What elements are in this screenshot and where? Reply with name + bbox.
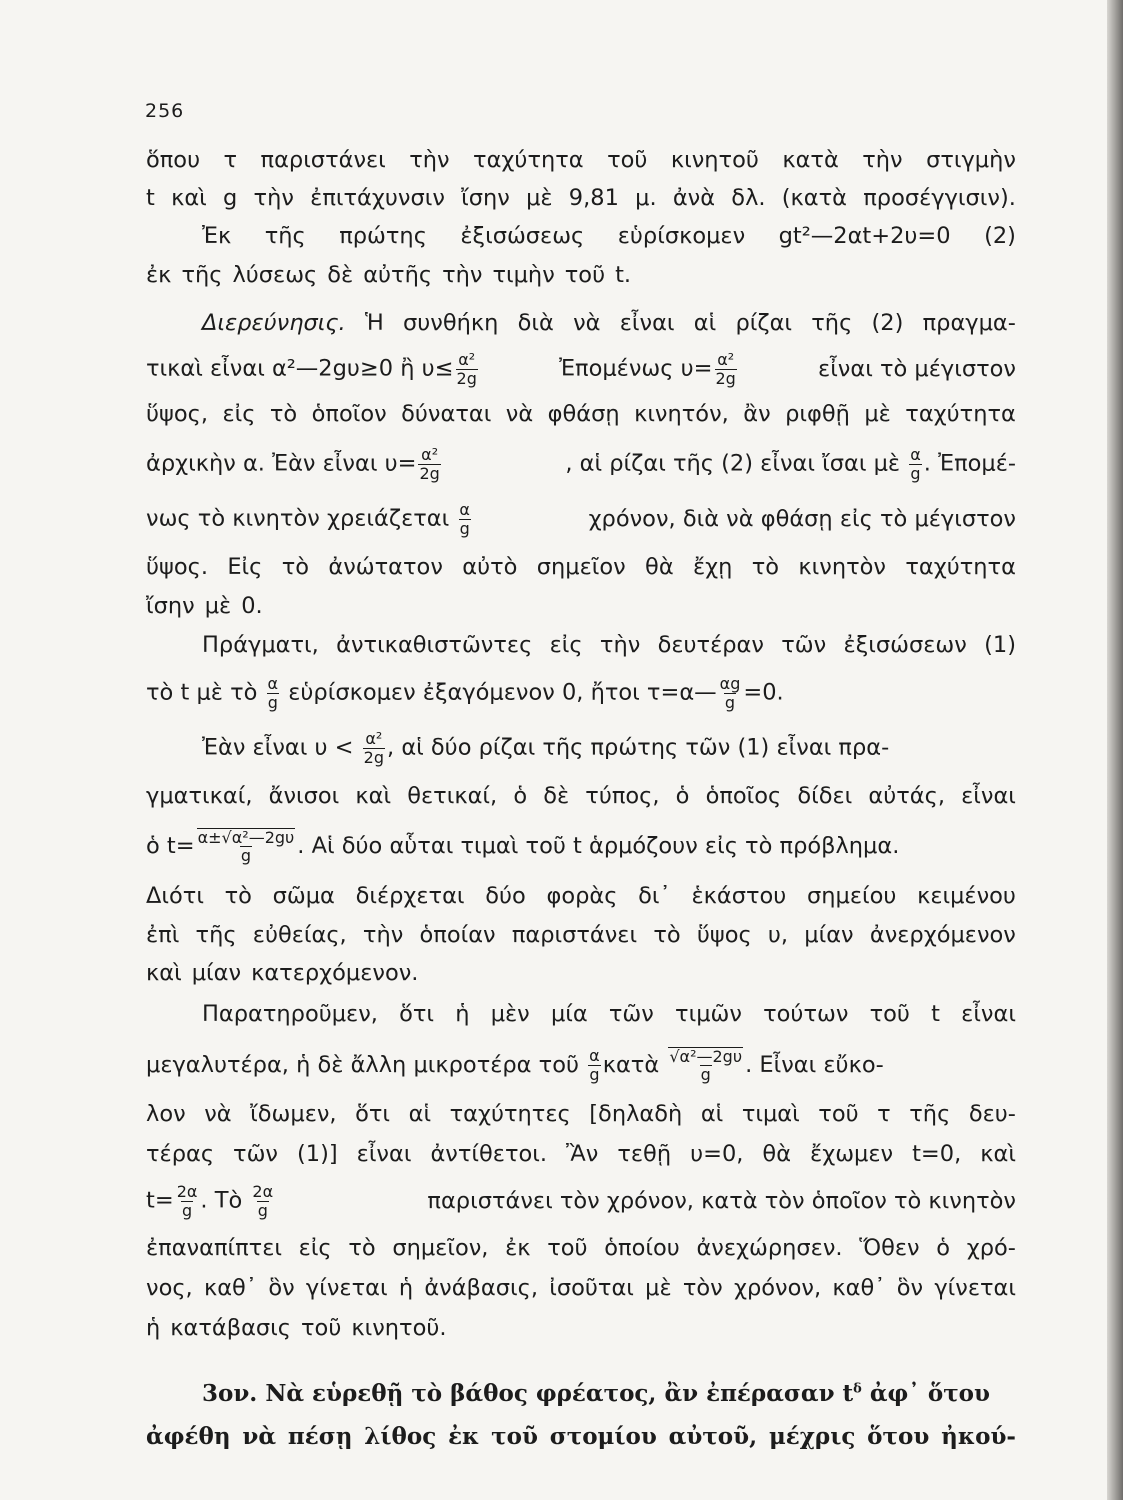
word: τὸν <box>682 1275 723 1301</box>
word: δευ- <box>968 1101 1016 1127</box>
fraction: $\frac{\alpha}{g}$ <box>910 445 921 483</box>
word: αὐτοῦ, <box>668 1422 758 1450</box>
word: νὰ <box>204 1101 232 1127</box>
word: πρώτης <box>339 223 427 249</box>
word: καὶ <box>171 185 207 211</box>
text-segment: νως τὸ κινητὸν χρειάζεται $\frac{\alpha}{g}$ <box>146 500 470 538</box>
word: (2) <box>871 310 904 336</box>
word: μὲ <box>526 185 553 211</box>
word: εἰς <box>298 1235 332 1261</box>
word: Ἂν <box>566 1141 599 1167</box>
word: στιγμὴν <box>926 147 1016 173</box>
word: μέχρις <box>768 1422 856 1450</box>
word: ἐξισώσεως <box>460 223 585 249</box>
fraction: $\frac{2\alpha}{g}$ <box>176 1182 198 1220</box>
text-segment: τικαὶ εἶναι α²—2gυ≥0 ἢ υ≤ $\frac{\text{α²}}{2g}$ <box>146 350 477 388</box>
word: ἀντικαθιστῶντες <box>336 632 533 658</box>
word: καὶ <box>146 960 182 986</box>
text-line <box>146 1094 1016 1134</box>
text-line <box>146 624 1016 666</box>
equation-number: (2) <box>984 223 1016 249</box>
text-line <box>146 1036 1016 1094</box>
word: υ=0, <box>690 1141 744 1167</box>
word: ἐπιτάχυνσιν <box>310 185 445 211</box>
word: (1)] <box>297 1141 338 1167</box>
word: πραγμα- <box>922 310 1016 336</box>
word: τὸ <box>348 1235 376 1261</box>
text-line <box>146 492 1016 546</box>
word: δὲ <box>327 262 354 288</box>
word: εἶναι <box>961 783 1016 809</box>
word: ὅπου <box>146 147 201 173</box>
word: αἱ <box>408 1101 432 1127</box>
word: τὴν <box>362 922 404 948</box>
word: σημεῖον, <box>392 1235 489 1261</box>
word: δευτέραν <box>657 632 764 658</box>
word: τὸ <box>269 401 298 427</box>
word: ἐπαναπίπτει <box>146 1235 282 1261</box>
word: μὲ <box>864 401 891 427</box>
word: διέρχεται <box>355 883 465 909</box>
word: χρό- <box>966 1235 1016 1261</box>
text-line <box>146 954 1016 992</box>
word: τοῦ <box>547 1235 588 1261</box>
word: εἶναι <box>356 1141 412 1167</box>
word: εὑρίσκομεν <box>617 223 746 249</box>
word: τ <box>877 1101 891 1127</box>
word: ὕψος <box>696 922 752 948</box>
fraction: $\frac{\text{α²}}{2g}$ <box>456 350 477 388</box>
word: κατὰ <box>782 147 839 173</box>
fraction: $\frac{\alpha}{g}$ <box>589 1046 600 1084</box>
text-segment: , αἱ ρίζαι τῆς (2) εἶναι ἴσαι μὲ $\frac{\alpha}{g}$ . Ἐπομέ- <box>565 445 1016 483</box>
word: ρίζαι <box>735 310 793 336</box>
text-line <box>146 720 1016 776</box>
page-number: 256 <box>145 100 185 122</box>
equation-number: (1) <box>984 632 1016 658</box>
word: ὁποῖος <box>705 783 782 809</box>
word: ἐκ <box>146 262 172 288</box>
word: αἱ <box>693 310 717 336</box>
word: τοῦ <box>564 262 606 288</box>
word: παριστάνει <box>260 147 386 173</box>
word: καὶ <box>980 1141 1016 1167</box>
word: τῶν <box>608 1001 654 1027</box>
word: δύναται <box>401 401 492 427</box>
word: ἡ <box>398 1275 414 1301</box>
word: αὐτάς, <box>868 783 945 809</box>
word: εἶναι <box>961 1001 1016 1027</box>
text-line <box>146 588 1016 624</box>
text-line <box>146 436 1016 492</box>
word: ἄνισοι <box>268 783 340 809</box>
word: γίνεται <box>934 1275 1016 1301</box>
word: νὰ <box>242 1422 277 1450</box>
word: g <box>223 185 238 211</box>
word: μὲ <box>204 593 232 619</box>
text-segment: ὁ t= $\frac{\text{α±√α²—2gυ}}{g}$ . Αἱ δύο αὗται τιμαὶ τοῦ t ἁρμόζουν εἰς τὸ πρόβλημα. <box>146 827 900 865</box>
text-line <box>146 256 1016 294</box>
text-segment: t= $\frac{2\alpha}{g}$ . Τὸ $\frac{2\alpha}{g}$ <box>146 1182 274 1220</box>
word: φορὰς <box>546 883 618 909</box>
word: ἐκ <box>505 1235 531 1261</box>
word: ἑκάστου <box>691 883 787 909</box>
word: τῆς <box>909 1101 951 1127</box>
word: εὐθείας, <box>252 922 347 948</box>
word: μὲν <box>490 1001 530 1027</box>
fraction: $\frac{\text{√α²—2gυ}}{g}$ <box>669 1046 743 1084</box>
fraction: $\frac{\text{α²}}{2g}$ <box>419 445 440 483</box>
text-segment: 3ον. Νὰ εὑρεθῇ τὸ βάθος φρέατος, ἂν ἐπέρασαν $t^\delta$ ἀφ᾿ ὅτου <box>202 1379 990 1407</box>
word: ταχύτητα <box>905 554 1016 580</box>
text-line <box>146 140 1016 180</box>
fraction: $\frac{2\alpha}{g}$ <box>252 1182 274 1220</box>
text-line <box>146 876 1016 916</box>
word: τέρας <box>146 1141 215 1167</box>
word: ἠκού- <box>941 1422 1016 1450</box>
word: τὸ <box>224 883 252 909</box>
word: δίδει <box>797 783 853 809</box>
word: τὸ <box>281 554 310 580</box>
word: ἔχωμεν <box>810 1141 894 1167</box>
word: λον <box>146 1101 186 1127</box>
word: ὁποῖον <box>311 401 387 427</box>
word: κινητοῦ <box>670 147 759 173</box>
word: ὅτι <box>399 1001 435 1027</box>
problem-heading-line <box>146 1370 1016 1416</box>
word: ἀνερχόμενον <box>869 922 1016 948</box>
text-line <box>146 992 1016 1036</box>
word: t=0, <box>912 1141 962 1167</box>
word: μίαν <box>804 922 854 948</box>
word: κατάβασις <box>170 1315 292 1341</box>
text-line <box>146 1308 1016 1348</box>
text-segment: μεγαλυτέρα, ἡ δὲ ἄλλη μικροτέρα τοῦ $\frac{\alpha}{g}$ κατὰ $\frac{\text{√α²—2gυ}}{g}$ . Εἶναι εὔκο- <box>146 1046 884 1084</box>
word: t <box>931 1001 940 1027</box>
word: σημείου <box>806 883 897 909</box>
word: τῶν <box>233 1141 278 1167</box>
word: [δηλαδὴ <box>589 1101 683 1127</box>
text-line <box>146 1268 1016 1308</box>
word: εἰς <box>549 632 583 658</box>
word: ὃν <box>896 1275 924 1301</box>
word: τὴν <box>409 147 450 173</box>
text-segment: Ἐὰν εἶναι υ < $\frac{\text{α²}}{2g}$ , αἱ δύο ρίζαι τῆς πρώτης τῶν (1) εἶναι πρα- <box>202 729 890 767</box>
word: τὴν <box>253 185 294 211</box>
word: νὰ <box>573 310 601 336</box>
word: ἀφέθη <box>146 1422 231 1450</box>
fraction: $\frac{\alpha}{g}$ <box>267 674 279 712</box>
word: λίθος <box>364 1422 437 1450</box>
word: ἀνὰ <box>672 185 716 211</box>
word: μ. <box>635 185 657 211</box>
word: ἴσην <box>461 185 510 211</box>
word: πέσῃ <box>287 1422 353 1450</box>
word: ὁ <box>675 783 690 809</box>
equation: gt²—2αt+2υ=0 <box>778 223 951 249</box>
word: αὐτῆς <box>363 262 433 288</box>
word: ἰσοῦται <box>549 1275 634 1301</box>
word: τὸ <box>751 554 780 580</box>
word: εἶναι <box>619 310 675 336</box>
word: μὲ <box>645 1275 672 1301</box>
word: αἱ <box>700 1101 724 1127</box>
word: Ὅθεν <box>859 1235 920 1261</box>
word: γματικαί, <box>146 783 253 809</box>
word: ταχύτητα <box>473 147 584 173</box>
text-line <box>146 1134 1016 1174</box>
word: κειμένου <box>917 883 1016 909</box>
text-line <box>146 816 1016 876</box>
word: τῆς <box>195 922 237 948</box>
word: τιμαὶ <box>741 1101 800 1127</box>
word: τῆς <box>811 310 853 336</box>
word: τῶν <box>781 632 827 658</box>
word: τοῦ <box>818 1101 859 1127</box>
word: ἴσην <box>146 593 195 619</box>
word: τιμὴν <box>492 262 555 288</box>
fraction: $\frac{\alpha}{g}$ <box>459 500 470 538</box>
word: ὁποίαν <box>419 922 496 948</box>
word: θὰ <box>645 554 674 580</box>
text-line <box>146 546 1016 588</box>
word: θὰ <box>762 1141 792 1167</box>
word: Διότι <box>146 883 204 909</box>
word: στομίου <box>549 1422 657 1450</box>
word: ὃν <box>268 1275 295 1301</box>
word: τὴν <box>599 632 641 658</box>
word: Ἡ <box>364 310 384 336</box>
word: τύπος, <box>585 783 660 809</box>
text-segment: χρόνον, διὰ νὰ φθάσῃ εἰς τὸ μέγιστον <box>588 506 1016 532</box>
word: γίνεται <box>305 1275 388 1301</box>
word: ἴδωμεν, <box>250 1101 337 1127</box>
word: Παρατηροῦμεν, <box>202 1001 378 1027</box>
text-line <box>146 392 1016 436</box>
word: μίαν <box>191 960 242 986</box>
fraction: $\frac{\text{α±√α²—2gυ}}{g}$ <box>197 827 295 865</box>
word: ἀνώτατον <box>328 554 443 580</box>
word: φθάσῃ <box>547 401 620 427</box>
word: ταχύτητες <box>449 1101 571 1127</box>
word: ὕψος. <box>146 554 208 580</box>
word: ριφθῇ <box>785 401 850 427</box>
word: τὴν <box>442 262 483 288</box>
word: δλ. <box>731 185 766 211</box>
word: νος, <box>146 1275 193 1301</box>
word: t. <box>615 262 632 288</box>
word: ἔχῃ <box>693 554 733 580</box>
word: 9,81 <box>568 185 619 211</box>
word: ὕψος, <box>146 401 208 427</box>
word: συνθήκη <box>402 310 499 336</box>
word: ἀνεχώρησεν. <box>696 1235 843 1261</box>
text-line <box>146 180 1016 216</box>
word: χρόνον, <box>734 1275 822 1301</box>
word: προσέγγισιν). <box>863 185 1016 211</box>
text-line <box>146 346 1016 392</box>
word: κατερχόμενον. <box>251 960 419 986</box>
word: ἐξισώσεων <box>843 632 967 658</box>
text-segment: τὸ t μὲ τὸ $\frac{\alpha}{g}$ εὑρίσκομεν ἐξαγόμενον 0, ἤτοι τ=α— $\frac{\alpha g}{g}$ =0. <box>146 674 784 712</box>
word: ὅτου <box>867 1422 930 1450</box>
word: Πράγματι, <box>202 632 319 658</box>
word: υ, <box>767 922 789 948</box>
fraction: $\frac{\text{α²}}{2g}$ <box>715 350 736 388</box>
word: δι᾿ <box>638 883 671 909</box>
word: τ <box>223 147 238 173</box>
word: ἡ <box>146 1315 161 1341</box>
text-line <box>146 216 1016 256</box>
word: t <box>146 185 155 211</box>
word: καθ᾿ <box>832 1275 886 1301</box>
word: τοῦ <box>869 1001 910 1027</box>
word: τοῦ <box>301 1315 342 1341</box>
word: μία <box>550 1001 588 1027</box>
text-line <box>146 776 1016 816</box>
word: δὲ <box>543 783 570 809</box>
word: καθ᾿ <box>203 1275 258 1301</box>
word: ἂν <box>743 401 771 427</box>
word: ἡ <box>455 1001 470 1027</box>
word: διὰ <box>517 310 554 336</box>
word: λύσεως <box>232 262 318 288</box>
text-line <box>146 300 1016 346</box>
word: ἀνάβασις, <box>424 1275 538 1301</box>
word: κινητοῦ. <box>351 1315 447 1341</box>
problem-heading-line <box>146 1416 1016 1456</box>
word: τοῦ <box>491 1422 538 1450</box>
word: καὶ <box>355 783 392 809</box>
word: Ἐκ <box>202 223 232 249</box>
text-segment: εἶναι τὸ μέγιστον <box>818 356 1016 382</box>
text-segment: παριστάνει τὸν χρόνον, κατὰ τὸν ὁποῖον τὸ κινητὸν <box>427 1188 1016 1214</box>
word: τιμῶν <box>675 1001 742 1027</box>
word: ἀντίθετοι. <box>430 1141 548 1167</box>
word: τῆς <box>264 223 306 249</box>
word: θετικαί, <box>407 783 498 809</box>
word: Εἰς <box>227 554 263 580</box>
text-line <box>146 666 1016 720</box>
word: (κατὰ <box>781 185 848 211</box>
page-body <box>146 140 1016 1456</box>
fraction: $\frac{\alpha g}{g}$ <box>719 674 741 712</box>
text-segment: ἀρχικὴν α. Ἐὰν εἶναι υ= $\frac{\text{α²}}{2g}$ <box>146 445 440 483</box>
text-line <box>146 916 1016 954</box>
word: τοῦ <box>607 147 648 173</box>
word: ὁ <box>936 1235 951 1261</box>
word: δύο <box>485 883 526 909</box>
word: κινητὸν <box>798 554 887 580</box>
word: σῶμα <box>272 883 335 909</box>
word: κινητόν, <box>634 401 729 427</box>
text-segment: Ἐπομένως υ= $\frac{\text{α²}}{2g}$ <box>559 350 736 388</box>
word: αὐτὸ <box>462 554 518 580</box>
word: τούτων <box>763 1001 849 1027</box>
word: σημεῖον <box>536 554 626 580</box>
fraction: $\frac{\text{α²}}{2g}$ <box>363 729 385 767</box>
word: ἐπὶ <box>146 922 180 948</box>
word: 0. <box>241 593 263 619</box>
word: παριστάνει <box>511 922 638 948</box>
word: τὴν <box>862 147 903 173</box>
text-line <box>146 1174 1016 1228</box>
word: ὁποίου <box>604 1235 680 1261</box>
page-edge-shadow <box>1107 0 1123 1500</box>
word: εἰς <box>222 401 256 427</box>
word: ὅτι <box>355 1101 391 1127</box>
word: τεθῇ <box>617 1141 672 1167</box>
word: ἐκ <box>448 1422 480 1450</box>
section-heading: Διερεύνησις. <box>202 310 346 336</box>
word: τῆς <box>181 262 223 288</box>
word: νὰ <box>505 401 534 427</box>
word: ὁ <box>513 783 528 809</box>
word: ταχύτητα <box>905 401 1016 427</box>
text-line <box>146 1228 1016 1268</box>
word: τὸ <box>653 922 681 948</box>
